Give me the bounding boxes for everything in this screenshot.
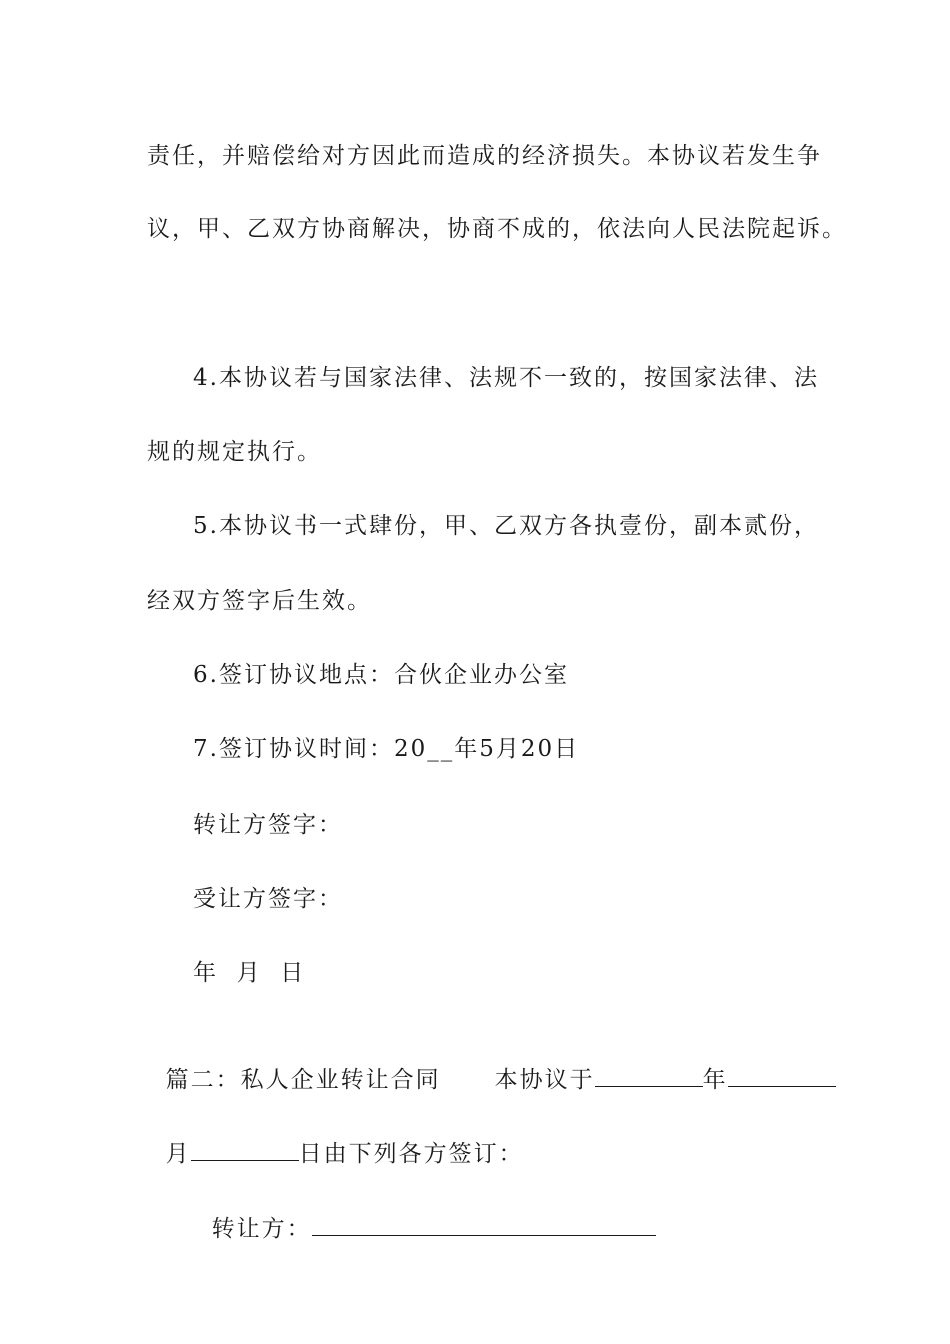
transferor-signature-label: 转让方签字： bbox=[193, 812, 343, 838]
month-label: 月 bbox=[165, 1141, 191, 1167]
clause-6: 6.签订协议地点：合伙企业办公室 bbox=[193, 662, 569, 688]
transferor-label: 转让方： bbox=[211, 1216, 312, 1242]
section-2-heading-line bbox=[147, 1034, 836, 1095]
year-label: 年 bbox=[702, 1067, 728, 1093]
day-label: 日由下列各方签订： bbox=[298, 1141, 524, 1167]
agreement-date-line bbox=[147, 1108, 524, 1169]
date-line: 年 月 日 bbox=[193, 960, 306, 986]
paragraph-line: 责任，并赔偿给对方因此而造成的经济损失。本协议若发生争 bbox=[147, 143, 822, 169]
clause-5-line-1: 5.本协议书一式肆份，甲、乙双方各执壹份，副本贰份， bbox=[193, 513, 819, 539]
day-blank bbox=[191, 1138, 299, 1161]
clause-5-line-2: 经双方签字后生效。 bbox=[147, 588, 372, 614]
section-2-title: 篇二：私人企业转让合同 bbox=[165, 1067, 441, 1093]
month-blank bbox=[728, 1064, 836, 1087]
transferor-blank bbox=[312, 1213, 656, 1236]
transferor-line bbox=[193, 1183, 656, 1244]
agreement-date-intro: 本协议于 bbox=[494, 1067, 595, 1093]
clause-7: 7.签订协议时间：20__年5月20日 bbox=[193, 736, 580, 762]
year-blank bbox=[595, 1064, 703, 1087]
clause-4-line-2: 规的规定执行。 bbox=[147, 439, 322, 465]
paragraph-line: 议，甲、乙双方协商解决，协商不成的，依法向人民法院起诉。 bbox=[147, 216, 847, 242]
clause-4-line-1: 4.本协议若与国家法律、法规不一致的，按国家法律、法 bbox=[193, 365, 819, 391]
transferee-signature-label: 受让方签字： bbox=[193, 886, 343, 912]
